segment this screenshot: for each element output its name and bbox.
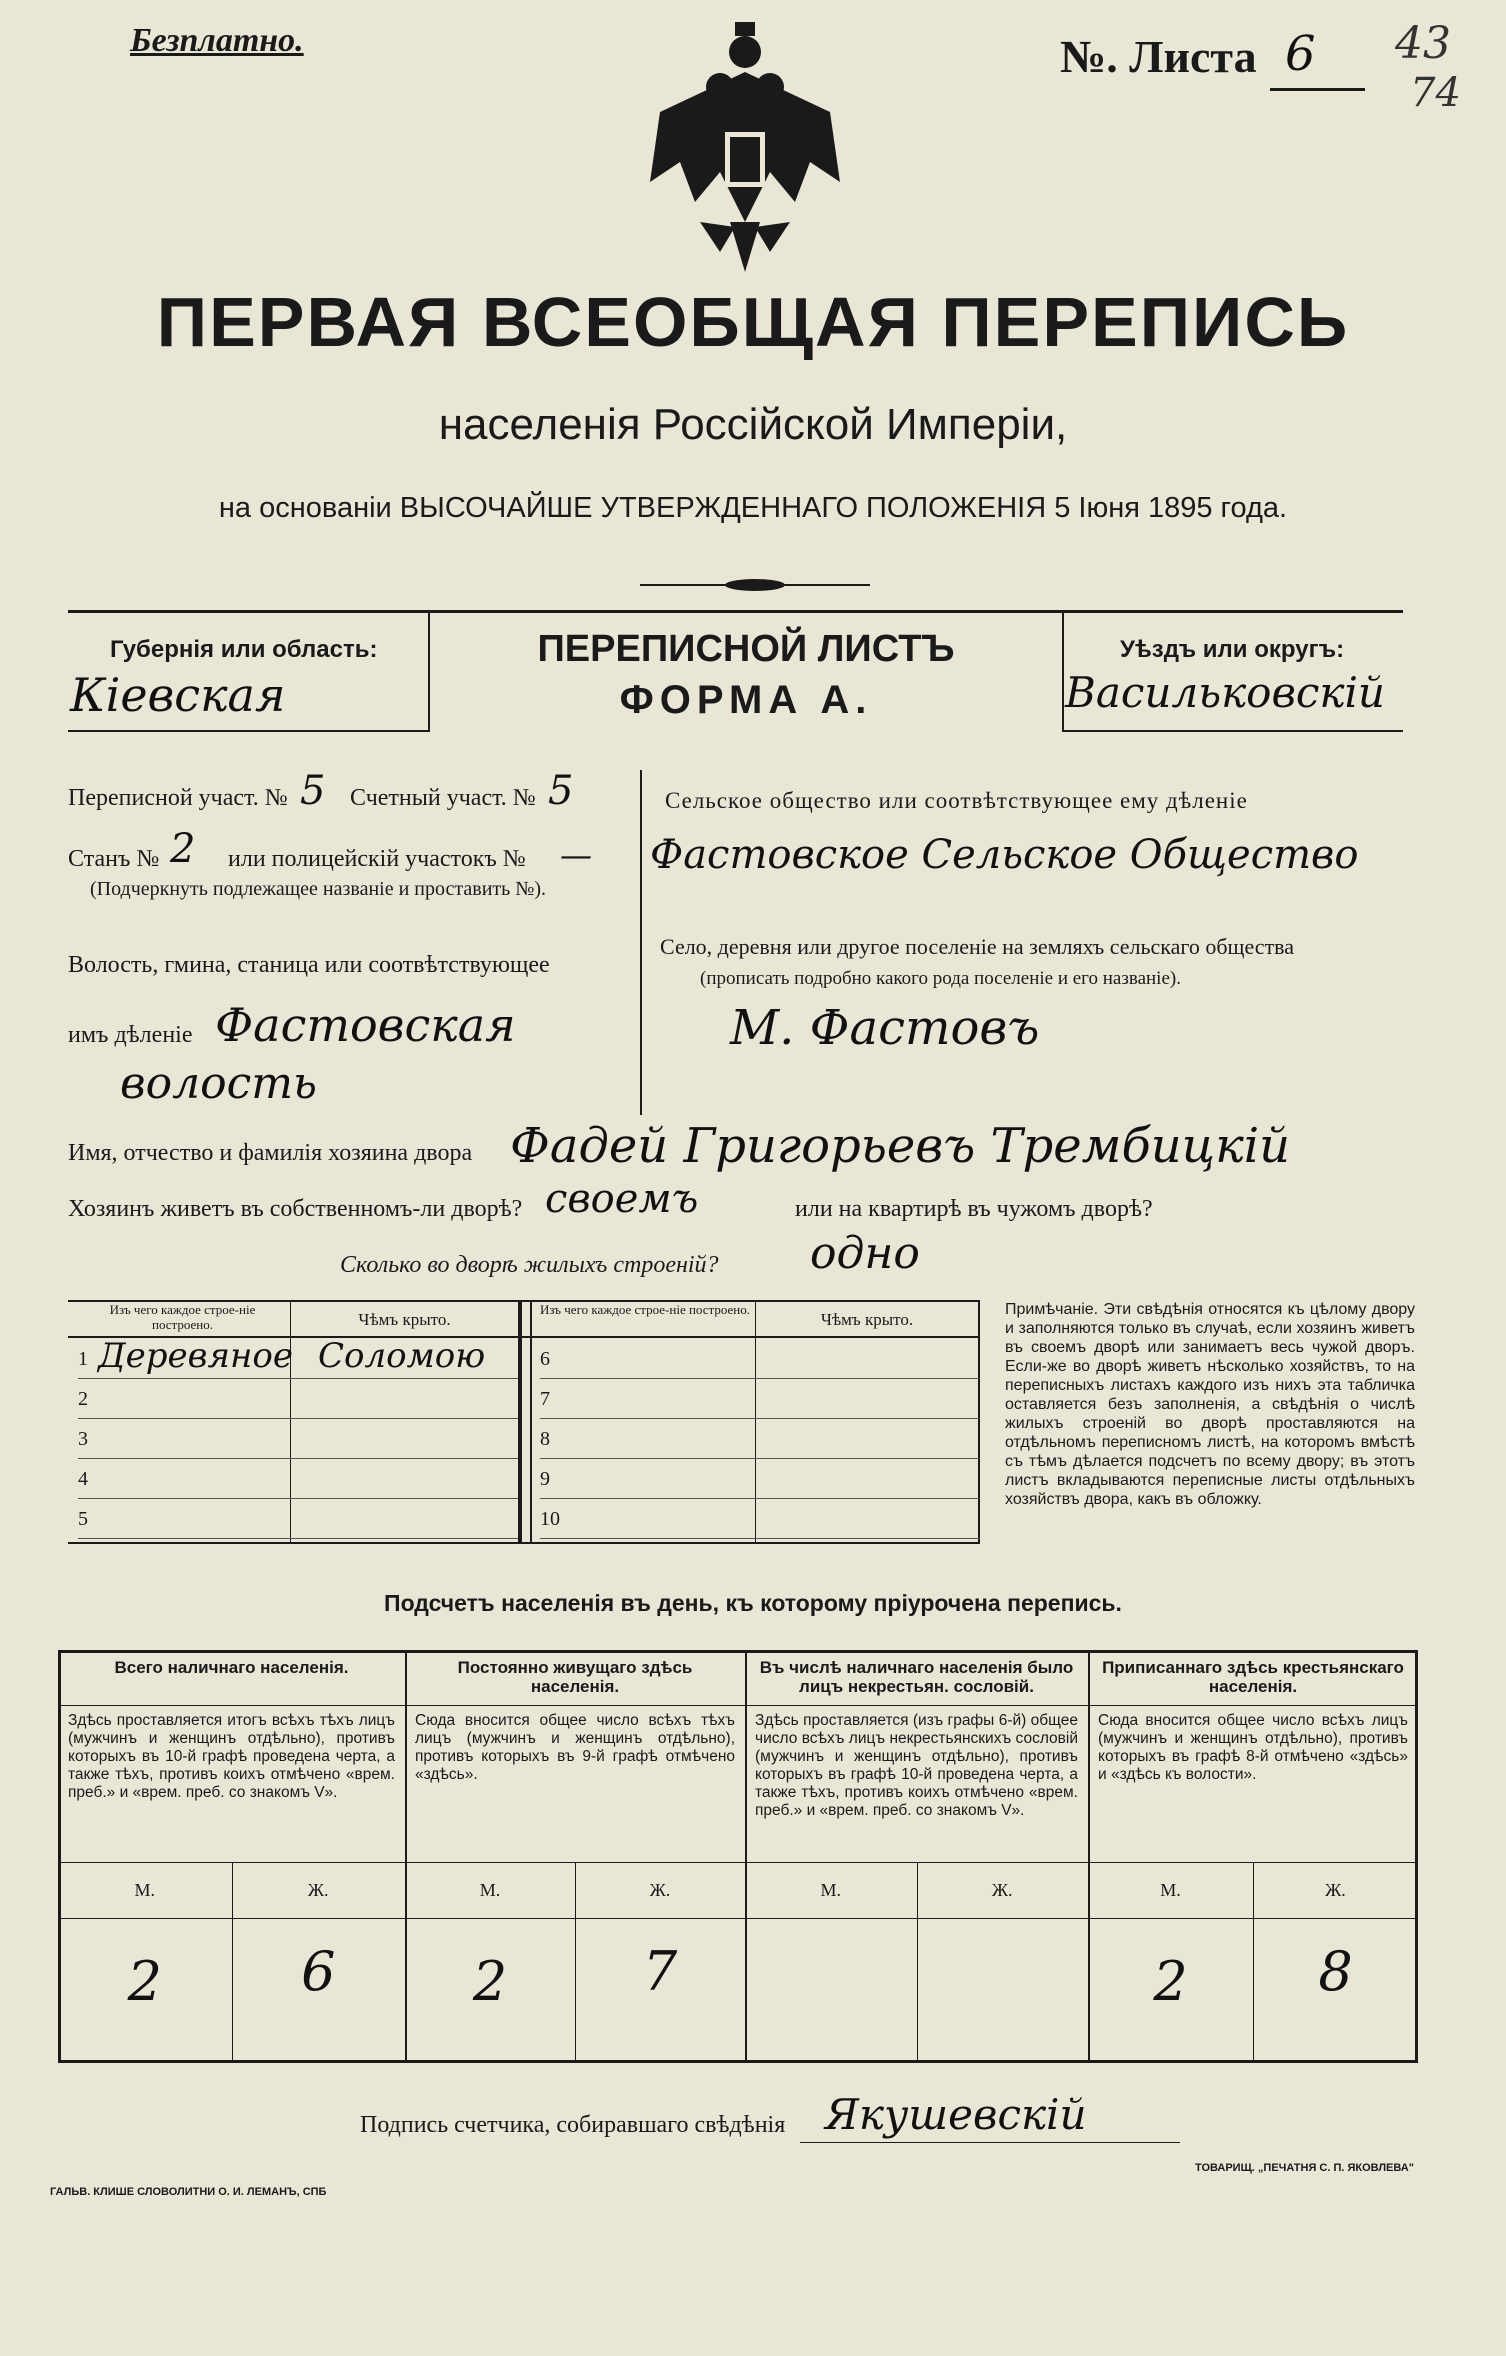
- buildings-row-number: 4: [78, 1468, 88, 1490]
- buildings-row-rule: [78, 1378, 518, 1379]
- buildings-row-rule: [78, 1418, 518, 1419]
- form-title: ПЕРЕПИСНОЙ ЛИСТЪ: [537, 628, 955, 670]
- buildings-col-roof-left: Чѣмъ крыто.: [358, 1310, 451, 1329]
- census-district-value: 5: [300, 768, 326, 814]
- population-female-value: 6: [301, 1940, 336, 2003]
- population-male-label: М.: [820, 1880, 841, 1900]
- printer-left: ГАЛЬВ. КЛИШЕ СЛОВОЛИТНИ О. И. ЛЕМАНЪ, СПБ: [50, 2186, 327, 2198]
- buildings-count-label: Сколько во дворѣ жилыхъ строеній?: [340, 1252, 719, 1278]
- buildings-row-number: 8: [540, 1428, 550, 1450]
- buildings-row-rule: [78, 1458, 518, 1459]
- buildings-row-material: Деревяное: [98, 1336, 293, 1376]
- population-female-label: Ж.: [991, 1880, 1013, 1900]
- population-male-value: 2: [1153, 1950, 1188, 2013]
- population-female-label: Ж.: [649, 1880, 671, 1900]
- buildings-col-divider-right: [755, 1300, 756, 1544]
- population-male-value: 2: [472, 1950, 508, 2013]
- top-band-rule-left: [68, 730, 430, 732]
- buildings-col-material-right: Изъ чего каждое строе-ніе построено.: [540, 1302, 750, 1317]
- population-col-desc: Сюда вносится общее число всѣхъ лицъ (мужчинъ и женщинъ отдѣльно), противъ которыхъ въ графѣ 8-й отмѣчено «здѣсь» и «здѣсь къ волости».: [1098, 1712, 1408, 1783]
- buildings-table-mid-divider: [518, 1300, 522, 1544]
- sheet-number-value: 6: [1285, 26, 1316, 82]
- population-male-label: М.: [134, 1880, 155, 1900]
- population-col-divider: [745, 1650, 747, 2063]
- population-female-value: 7: [642, 1940, 678, 2003]
- population-table-bottom: [58, 2060, 1418, 2063]
- top-band-rule: [68, 610, 1403, 613]
- buildings-row-rule: [540, 1498, 980, 1499]
- population-female-label: Ж.: [307, 1880, 329, 1900]
- form-subtitle: ФОРМА А.: [619, 678, 873, 722]
- village-value: М. Фастовъ: [730, 1000, 1040, 1056]
- sheet-number-underline: [1270, 88, 1365, 91]
- buildings-col-roof-right: Чѣмъ крыто.: [820, 1310, 914, 1329]
- buildings-row-rule: [78, 1538, 518, 1539]
- gubernia-value: Кіевская: [70, 668, 286, 722]
- population-female-value: 8: [1318, 1940, 1353, 2003]
- signature-value: Якушевскій: [825, 2090, 1087, 2139]
- population-col-desc: Сюда вносится общее число всѣхъ тѣхъ лицъ (мужчинъ и женщинъ отдѣльно), противъ которыхъ въ 9-й графѣ отмѣчено «здѣсь».: [415, 1712, 735, 1783]
- population-male-label: М.: [479, 1880, 501, 1900]
- population-female-label: Ж.: [1325, 1880, 1346, 1900]
- legal-basis: на основаніи ВЫСОЧАЙШЕ УТВЕРЖДЕННАГО ПОЛОЖЕНІЯ 5 Іюня 1895 года.: [218, 492, 1288, 524]
- volost-label-1: Волость, гмина, станица или соотвѣтствующее: [68, 952, 550, 978]
- top-band-rule-right: [1062, 730, 1403, 732]
- population-male-value: 2: [127, 1950, 162, 2013]
- stan-label: Станъ №: [68, 846, 160, 872]
- archive-number-bottom: 74: [1410, 70, 1461, 116]
- page-subtitle: населенія Россійской Имперіи,: [438, 400, 1068, 449]
- stan-value: 2: [170, 826, 196, 872]
- buildings-table-right-edge: [978, 1300, 980, 1544]
- police-label: или полицейскій участокъ №: [228, 846, 526, 872]
- society-value: Фастовское Сельское Общество: [650, 832, 1359, 878]
- buildings-table-mid-divider-2: [530, 1300, 532, 1544]
- owner-name-value: Фадей Григорьевъ Трембицкій: [510, 1118, 1291, 1174]
- count-district-value: 5: [548, 768, 574, 814]
- buildings-row-number: 1: [78, 1348, 88, 1370]
- buildings-row-number: 10: [540, 1508, 560, 1530]
- uezd-label: Уѣздъ или округъ:: [1120, 636, 1345, 663]
- population-title-rule: [58, 1705, 1418, 1706]
- fields-vertical-divider: [640, 770, 642, 1115]
- population-mf-rule: [58, 1918, 1418, 1919]
- population-desc-rule: [58, 1862, 1418, 1863]
- police-value: —: [560, 836, 592, 874]
- population-table-top: [58, 1650, 1418, 1653]
- buildings-row-rule: [540, 1378, 980, 1379]
- volost-label-2: имъ дѣленіе: [68, 1022, 193, 1048]
- uezd-value: Васильковскій: [1065, 668, 1385, 717]
- buildings-row-number: 5: [78, 1508, 88, 1530]
- population-col-title: Всего наличнаго населенія.: [114, 1658, 349, 1677]
- count-district-label: Счетный участ. №: [350, 785, 536, 811]
- buildings-row-number: 2: [78, 1388, 88, 1410]
- top-band-divider-right: [1062, 610, 1064, 732]
- village-label: Село, деревня или другое поселеніе на земляхъ сельскаго общества: [660, 934, 1295, 959]
- buildings-row-number: 3: [78, 1428, 88, 1450]
- residence-label: Хозяинъ живетъ въ собственномъ-ли дворѣ?: [68, 1196, 523, 1222]
- residence-value: своемъ: [545, 1176, 699, 1222]
- buildings-row-rule: [540, 1418, 980, 1419]
- buildings-col-material-left: Изъ чего каждое строе-ніе построено.: [109, 1302, 256, 1332]
- gubernia-label: Губернія или область:: [110, 636, 378, 663]
- signature-label: Подпись счетчика, собиравшаго свѣдѣнія: [360, 2112, 786, 2138]
- population-col-desc: Здѣсь проставляется итогъ всѣхъ тѣхъ лицъ (мужчинъ и женщинъ отдѣльно), противъ которыхъ въ 10-й графѣ проведена черта, а также тѣхъ, противъ коихъ отмѣчено «врем. преб.» и «врем. преб. со знакомъ V».: [68, 1712, 395, 1801]
- buildings-row-rule: [540, 1458, 980, 1459]
- volost-value-2: волость: [120, 1058, 317, 1109]
- buildings-table-bottom: [68, 1542, 980, 1544]
- population-col-title: Постоянно живущаго здѣсь населенія.: [457, 1658, 693, 1696]
- sheet-number-label: №. Листа: [1060, 31, 1257, 82]
- population-col-desc: Здѣсь проставляется (изъ графы 6-й) общее число всѣхъ лицъ некрестьянскихъ сословій (мужчинъ и женщинъ отдѣльно), противъ которыхъ въ графѣ 10-й проведена черта, а также тѣхъ, противъ коихъ отмѣчено «врем. преб.» и «врем. преб. со знакомъ V».: [755, 1712, 1078, 1819]
- stan-hint: (Подчеркнуть подлежащее названіе и проставить №).: [90, 878, 546, 900]
- village-hint: (прописать подробно какого рода поселеніе и его названіе).: [700, 968, 1181, 989]
- buildings-row-rule: [540, 1538, 980, 1539]
- buildings-note: Примѣчаніе. Эти свѣдѣнія относятся къ цѣлому двору и заполняются только въ случаѣ, если хозяинъ живетъ въ своемъ дворѣ или занимаетъ весь чужой дворъ. Если-же во дворѣ живетъ нѣсколько хозяйствъ, то на переписныхъ листахъ каждого изъ нихъ эта табличка оставляется безъ заполненія, а свѣдѣнія о числѣ жилыхъ строеній во дворѣ проставляются на отдѣльномъ переписномъ листѣ, на которомъ вмѣстѣ съ тѣмъ дѣлается подсчетъ по всему двору; въ этотъ листъ вкладываются переписные листы отдѣльныхъ хозяйствъ двора, какъ въ обложку.: [1005, 1301, 1415, 1508]
- buildings-row-number: 9: [540, 1468, 550, 1490]
- population-heading: Подсчетъ населенія въ день, къ которому пріурочена перепись.: [384, 1590, 1122, 1616]
- buildings-row-roof: Соломою: [318, 1336, 486, 1376]
- owner-name-label: Имя, отчество и фамилія хозяина двора: [68, 1140, 473, 1166]
- buildings-row-rule: [78, 1498, 518, 1499]
- imperial-eagle-emblem: [640, 22, 850, 282]
- buildings-row-number: 7: [540, 1388, 550, 1410]
- population-col-title: Приписаннаго здѣсь крестьянскаго населенія.: [1102, 1658, 1404, 1696]
- residence-alt-label: или на квартирѣ въ чужомъ дворѣ?: [795, 1196, 1153, 1222]
- population-male-label: М.: [1160, 1880, 1181, 1900]
- census-district-label: Переписной участ. №: [68, 785, 288, 811]
- page-title: ПЕРВАЯ ВСЕОБЩАЯ ПЕРЕПИСЬ: [156, 283, 1350, 361]
- society-label: Сельское общество или соотвѣтствующее ему дѣленіе: [665, 788, 1248, 813]
- printer-right: ТОВАРИЩ. „ПЕЧАТНЯ С. П. ЯКОВЛЕВА": [1195, 2162, 1414, 2174]
- archive-number-top: 43: [1395, 18, 1451, 69]
- free-label: Безплатно.: [130, 22, 304, 59]
- population-col-title: Въ числѣ наличнаго населенія было лицъ некрестьян. сословій.: [759, 1658, 1074, 1696]
- volost-value-1: Фастовская: [215, 998, 516, 1052]
- signature-line: [800, 2142, 1180, 2143]
- ornament-divider: [640, 578, 870, 592]
- buildings-row-number: 6: [540, 1348, 550, 1370]
- buildings-count-value: одно: [810, 1228, 920, 1279]
